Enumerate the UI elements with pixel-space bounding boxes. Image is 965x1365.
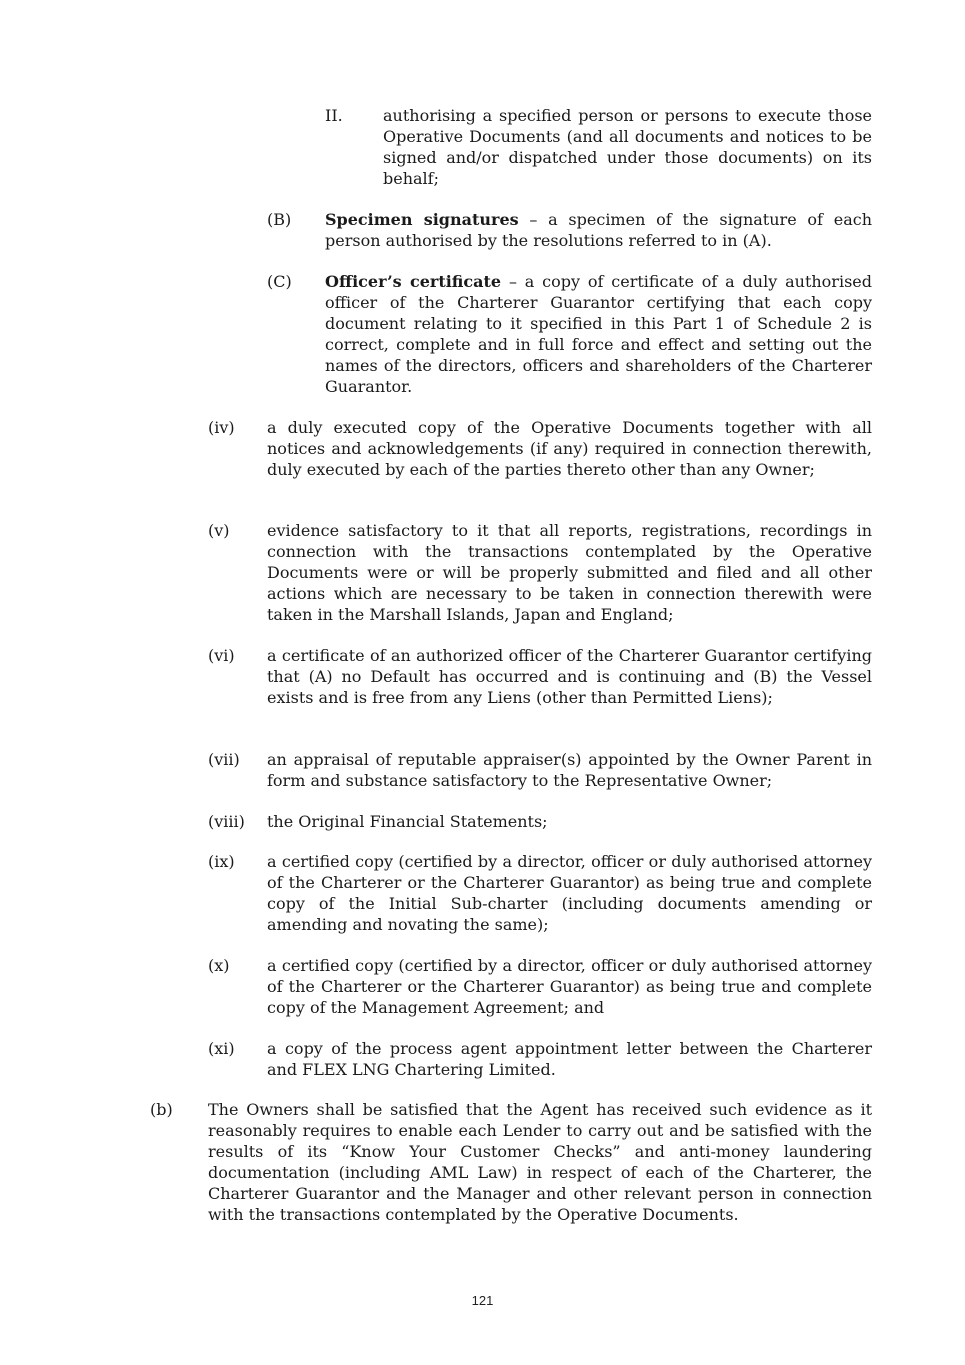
item-heading: Officer’s certificate: [325, 272, 502, 291]
item-text: a certified copy (certified by a director, officer or duly authorised attorney of the Charterer or the Charterer Guarantor) as being true and complete copy of the Management Agreement; and: [267, 956, 872, 1017]
item-text: a certified copy (certified by a director, officer or duly authorised attorney of the Charterer or the Charterer Guarantor) as being true and complete copy of the Initial Sub-charter (including documents amending or amending and novating the same);: [267, 852, 872, 934]
item-label: (vii): [208, 750, 240, 769]
item-label: (ix): [208, 852, 235, 871]
page-number: 121: [471, 1293, 494, 1308]
item-text: The Owners shall be satisfied that the Agent has received such evidence as it reasonably requires to enable each Lender to carry out and be satisfied with the results of its “Know Your Customer Checks” and anti-money laundering documentation (including AML Law) in respect of each of the Charterer, the Charterer Guarantor and the Manager and other relevant person in connection with the transactions contemplated by the Operative Documents.: [208, 1100, 872, 1224]
item-text: a duly executed copy of the Operative Documents together with all notices and acknowledgements (if any) required in connection therewith, duly executed by each of the parties thereto other than any Owner;: [267, 418, 872, 479]
item-label: (x): [208, 956, 230, 975]
item-text: authorising a specified person or persons to execute those Operative Documents (and all documents and notices to be signed and/or dispatched under those documents) on its behalf;: [383, 106, 872, 188]
item-text: an appraisal of reputable appraiser(s) appointed by the Owner Parent in form and substance satisfactory to the Representative Owner;: [267, 750, 872, 790]
item-label: (iv): [208, 418, 235, 437]
item-label: (C): [267, 272, 292, 291]
item-label: (viii): [208, 812, 245, 831]
item-label: (vi): [208, 646, 235, 665]
item-label: II.: [325, 106, 343, 125]
item-text: evidence satisfactory to it that all reports, registrations, recordings in connection with the transactions contemplated by the Operative Documents were or will be properly submitted and filed and all other actions which are necessary to be taken in connection therewith were taken in the Marshall Islands, Japan and England;: [267, 521, 872, 624]
item-text: Specimen signatures – a specimen of the signature of each person authorised by the resolutions referred to in (A).: [325, 210, 872, 250]
item-text: Officer’s certificate – a copy of certificate of a duly authorised officer of the Charterer Guarantor certifying that each copy document relating to it specified in this Part 1 of Schedule 2 is correct, complete and in full force and effect and setting out the names of the directors, officers and shareholders of the Charterer Guarantor.: [325, 272, 872, 396]
item-heading: Specimen signatures: [325, 210, 519, 229]
item-label: (b): [150, 1100, 173, 1119]
item-label: (B): [267, 210, 292, 229]
item-text: a certificate of an authorized officer of the Charterer Guarantor certifying that (A) no Default has occurred and is continuing and (B) the Vessel exists and is free from any Liens (other than Permitted Liens);: [267, 646, 872, 707]
item-text: the Original Financial Statements;: [267, 812, 548, 831]
item-label: (v): [208, 521, 230, 540]
item-label: (xi): [208, 1039, 235, 1058]
item-text: a copy of the process agent appointment letter between the Charterer and FLEX LNG Chartering Limited.: [267, 1039, 872, 1079]
